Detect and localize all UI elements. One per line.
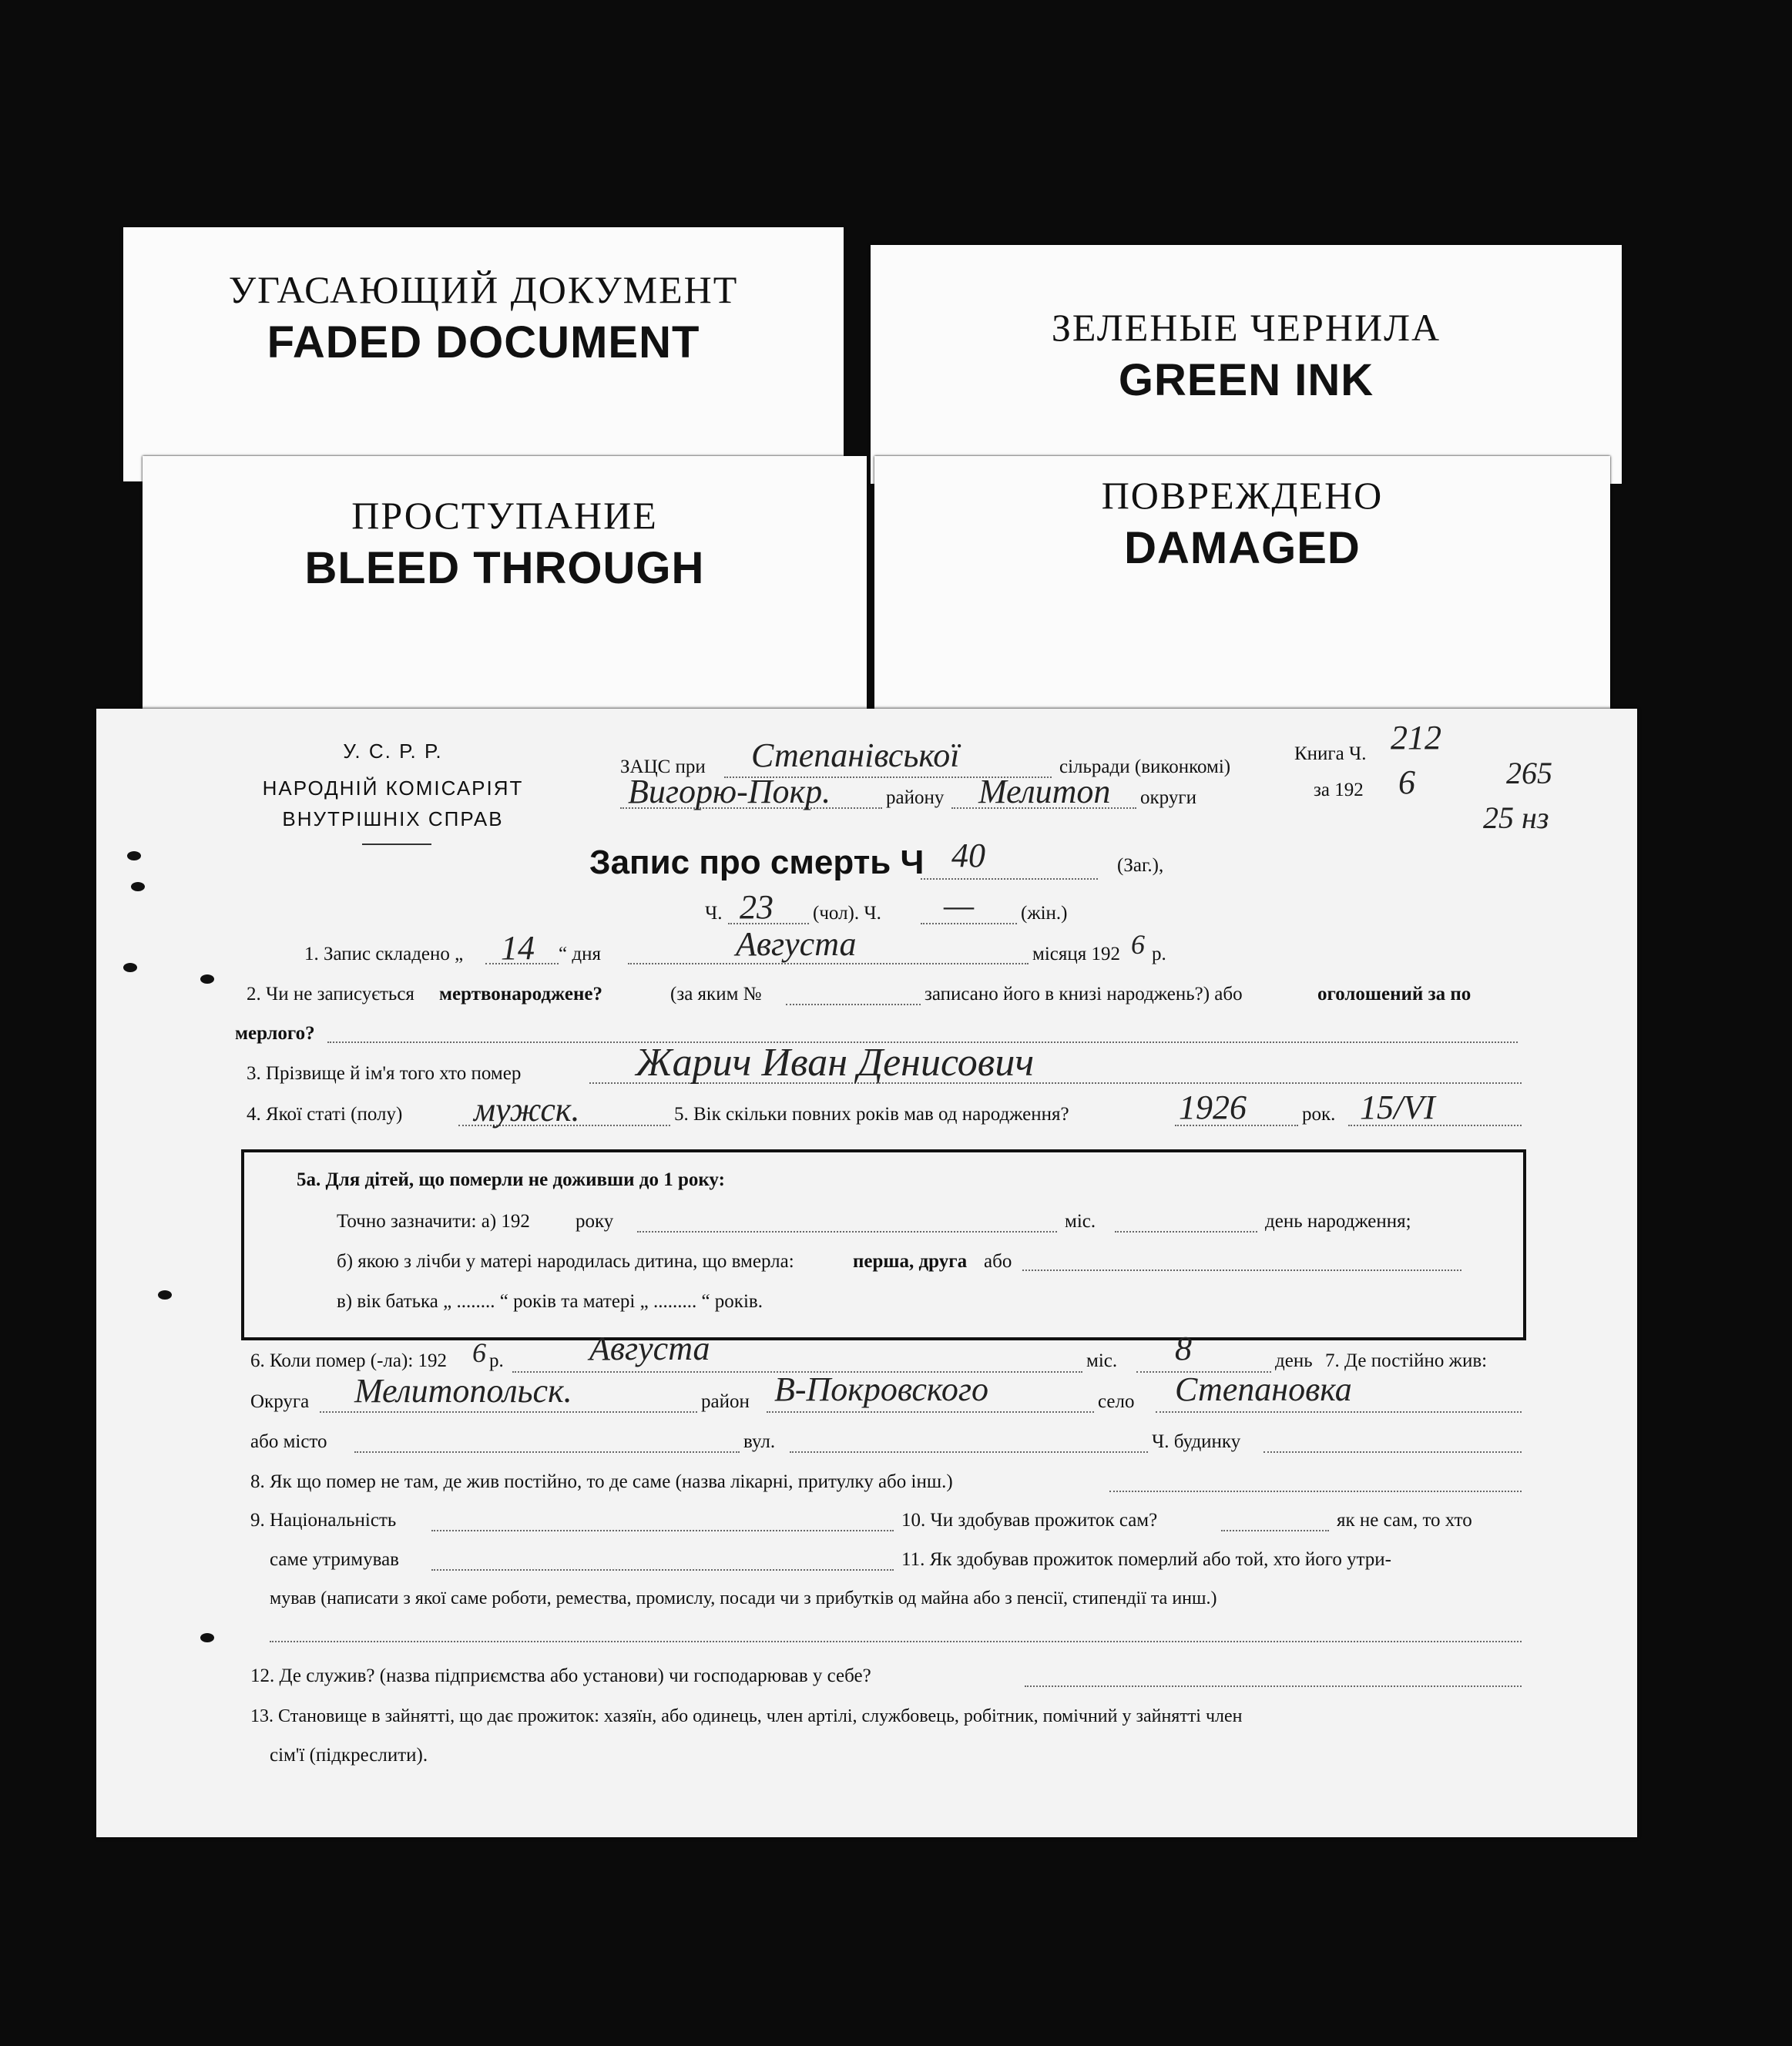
rayonu-label: району [886,787,945,808]
dotted-line [431,1569,894,1571]
line11-label: 11. Як здобував прожиток померлий або той, хто його утри- [901,1549,1392,1570]
header-rule [362,844,431,845]
line2-d: записано його в книзі народжень?) або [925,984,1243,1005]
hw-death-month: Августа [589,1330,710,1367]
hw-sex: мужск. [474,1091,580,1129]
dotted-line [786,1004,921,1005]
hw-month: Августа [736,925,857,963]
zag-label: (Заг.), [1117,855,1164,876]
line2-a: 2. Чи не записується [247,984,414,1005]
okrugy-label: округи [1140,787,1196,808]
faded-ru: УГАСАЮЩИЙ ДОКУМЕНТ [228,268,739,311]
line5a-2b: перша, друга [853,1251,968,1272]
line1-c: місяця 192 [1032,944,1120,964]
bleed-ru: ПРОСТУПАНИЕ [351,494,658,537]
green-ink-card [871,245,1622,484]
punch-hole [158,1290,172,1300]
line2-c: (за яким № [670,984,762,1005]
punch-hole [123,963,137,972]
line10-label: 10. Чи здобував прожиток сам? [901,1510,1158,1531]
hw-silrada: Степанівської [751,736,960,774]
green-ru: ЗЕЛЕНЫЕ ЧЕРНИЛА [1051,306,1441,349]
death-record-form [96,709,1637,1837]
dotted-line [767,1411,1094,1413]
hw-okruga-val: Мелитопольск. [354,1372,572,1410]
hw-selo-val: Степановка [1175,1370,1352,1408]
book-label: Книга Ч. [1294,743,1367,764]
hw-year1: 6 [1131,929,1145,960]
zags-label: ЗАЦС при [620,756,706,777]
damaged-en: DAMAGED [1124,523,1361,573]
punch-hole [127,851,141,860]
hw-margin-1: 265 [1506,756,1552,790]
dotted-line [790,1451,1148,1453]
line2-b: мертвонароджене? [439,984,602,1005]
line5a-1b: року [576,1211,614,1232]
faded-document-card [123,227,844,481]
line12-label: 12. Де служив? (назва підприємства або установи) чи господарював у себе? [250,1665,871,1686]
line6-d: день [1275,1350,1313,1371]
line11-b: мував (написати з якої саме роботи, ремества, промислу, посади чи з прибутків од майна або з пенсії, стипендії та инш.) [270,1588,1217,1608]
bleed-through-card [143,456,867,733]
line5a-title: 5а. Для дітей, що померли не доживши до 1 року: [297,1169,725,1190]
punch-hole [200,974,214,984]
line7-label: 7. Де постійно жив: [1325,1350,1488,1371]
selo-label: село [1098,1391,1135,1412]
hw-record-no: 40 [951,837,985,874]
line5a-1c: міс. [1065,1211,1096,1232]
chol-label: (чол). Ч. [813,903,881,924]
dotted-line [637,1231,1057,1233]
dotted-line [1221,1530,1329,1531]
dotted-line [1025,1685,1522,1687]
hw-day: 14 [501,929,535,967]
ch-label: Ч. [705,903,723,924]
dotted-line [270,1641,1522,1642]
hw-okruga: Мелитоп [978,773,1111,810]
hw-rayon-val: В-Покровского [774,1370,989,1408]
dotted-line [1022,1270,1461,1271]
line8-label: 8. Як що помер не там, де жив постійно, то де саме (назва лікарні, притулку або інш.) [250,1471,953,1492]
budynku-label: Ч. будинку [1152,1431,1241,1452]
line6-b: р. [489,1350,504,1371]
line5a-1d: день народження; [1265,1211,1411,1232]
damaged-ru: ПОВРЕЖДЕНО [1101,474,1384,517]
line2-f: мерлого? [235,1023,315,1044]
form-title: Запис про смерть Ч [589,844,925,881]
faded-en: FADED DOCUMENT [267,317,700,367]
header-commissariat: НАРОДНІЙ КОМІСАРІЯТ [262,776,524,800]
header-ussr: У. С. Р. Р. [343,740,443,763]
line1-b: “ дня [559,944,601,964]
dotted-line [320,1411,697,1413]
zhin-label: (жін.) [1021,903,1068,924]
dotted-line [1115,1231,1257,1233]
dotted-line [921,878,1098,880]
hw-margin-2: 25 нз [1483,800,1549,835]
year-label: за 192 [1314,780,1364,800]
line9-label: 9. Національність [250,1510,397,1531]
line4-label: 4. Якої статі (полу) [247,1104,403,1125]
dotted-line [1263,1451,1522,1453]
hw-death-year: 6 [472,1337,486,1368]
bleed-en: BLEED THROUGH [304,543,705,593]
line5-label: 5. Вік скільки повних років мав од народження? [674,1104,1069,1125]
line1-d: р. [1152,944,1166,964]
dotted-line [431,1530,894,1531]
dotted-line [1109,1491,1522,1492]
punch-hole [131,882,145,891]
damaged-card [874,456,1610,733]
line13-label: 13. Становище в зайнятті, що дає прожиток: хазяїн, або одинець, член артілі, службовець, робітник, помічний у зайнятті член [250,1706,1243,1726]
section-5a-box [241,1149,1526,1340]
hw-ch-no: 23 [740,888,774,926]
line6-a: 6. Коли помер (-ла): 192 [250,1350,448,1371]
line2-e: оголошений за по [1317,984,1472,1005]
line5a-3: в) вік батька „ ........ “ років та матері „ ......... “ років. [337,1291,763,1312]
hw-book: 212 [1391,719,1441,756]
dotted-line [354,1451,740,1453]
hw-birth-year: 1926 [1179,1088,1247,1126]
line5a-1a: Точно зазначити: а) 192 [337,1211,530,1232]
dotted-line [1156,1411,1522,1413]
hw-year-digit: 6 [1398,763,1415,801]
header-internal-affairs: ВНУТРІШНІХ СПРАВ [282,807,504,830]
green-en: GREEN INK [1118,355,1374,405]
hw-rayon: Вигорю-Покр. [628,773,831,810]
line1-a: 1. Запис складено „ [304,944,464,964]
hw-name: Жарич Иван Денисович [636,1041,1035,1085]
hw-chol-dash: — [944,887,975,924]
vul-label: вул. [743,1431,776,1452]
line10-b: як не сам, то хто [1337,1510,1472,1531]
hw-age-note: 15/VI [1360,1088,1435,1126]
abo-misto-label: або місто [250,1431,327,1452]
line3-label: 3. Прізвище й ім'я того хто помер [247,1063,522,1084]
line5a-2a: б) якою з лічби у матері народилась дитина, що вмерла: [337,1251,794,1272]
punch-hole [200,1633,214,1642]
line10-c: саме утримував [270,1549,399,1570]
hw-death-day: 8 [1175,1330,1192,1367]
line5a-2c: або [984,1251,1012,1272]
silrady-label: сільради (виконкомі) [1059,756,1231,777]
line6-c: міс. [1086,1350,1118,1371]
okruga-label: Округа [250,1391,310,1412]
rok-label: рок. [1302,1104,1336,1125]
line13-b: сім'ї (підкреслити). [270,1745,428,1766]
rayon-label: район [701,1391,750,1412]
